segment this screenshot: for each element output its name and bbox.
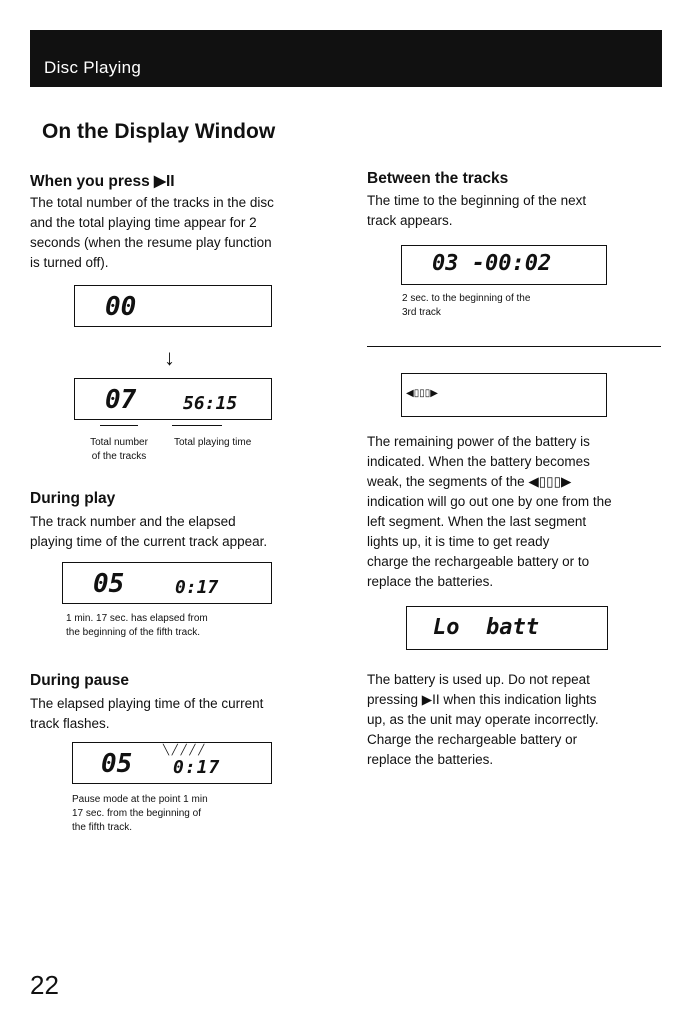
pause-description: The elapsed playing time of the current track flashes. (30, 696, 264, 731)
between-description: The time to the beginning of the next track appears. (367, 193, 587, 228)
caption-between: 2 sec. to the beginning of the 3rd track (402, 293, 531, 318)
battery-description: The remaining power of the battery is indicated. When the battery becomes weak, the segments of the ◀▯▯▯▶ indication will go out one by one from the left segment. When the last segment lights up, it is time to get ready charge the rechargeable battery or to replace the batteries. (367, 434, 612, 589)
arrow-down-icon: ↓ (164, 345, 175, 370)
page-number: 22 (30, 970, 59, 1000)
section-title: Disc Playing (44, 58, 142, 77)
lcd-display-play: 05 0:17 (62, 562, 272, 604)
flash-marks-icon: ╲ ╱ ╱ ╱ ╱ (163, 745, 205, 756)
lcd-display-pause: 05 0:17 ╲ ╱ ╱ ╱ ╱ (72, 742, 272, 784)
lcd-display-total: 07 56:15 (74, 378, 272, 420)
lcd-display-between: 03 -00:02 (401, 245, 607, 285)
press-description: The total number of the tracks in the disc and the total playing time appear for 2 seconds (when the resume play function is turned off). (30, 195, 274, 270)
lcd-display-blank: 00 (74, 285, 272, 327)
heading-during-pause: During pause (30, 672, 130, 689)
caption-play: 1 min. 17 sec. has elapsed from the beginning of the fifth track. (66, 613, 208, 638)
lcd-display-battery (401, 373, 607, 417)
section-divider (367, 346, 661, 347)
page-title: On the Display Window (42, 120, 276, 143)
heading-during-play: During play (30, 490, 116, 507)
play-description: The track number and the elapsed playing time of the current track appear. (30, 514, 268, 549)
bracket-time (172, 425, 222, 426)
battery-indicator-icon: ◀▯▯▯▶ (406, 388, 438, 399)
caption-total-tracks: Total number of the tracks (90, 437, 148, 462)
heading-between-tracks: Between the tracks (367, 170, 509, 187)
bracket-tracks (100, 425, 138, 426)
low-battery-description: The battery is used up. Do not repeat pressing ▶II when this indication lights up, as the unit may operate incorrectly. Charge the rechargeable battery or replace the batteries. (367, 672, 599, 767)
heading-when-you-press: When you press ▶II (30, 173, 175, 190)
caption-total-time: Total playing time (174, 437, 252, 448)
section-header-bar (30, 30, 662, 87)
caption-pause: Pause mode at the point 1 min 17 sec. from the beginning of the fifth track. (72, 794, 208, 833)
lcd-display-low-battery: Lo batt (406, 606, 608, 650)
